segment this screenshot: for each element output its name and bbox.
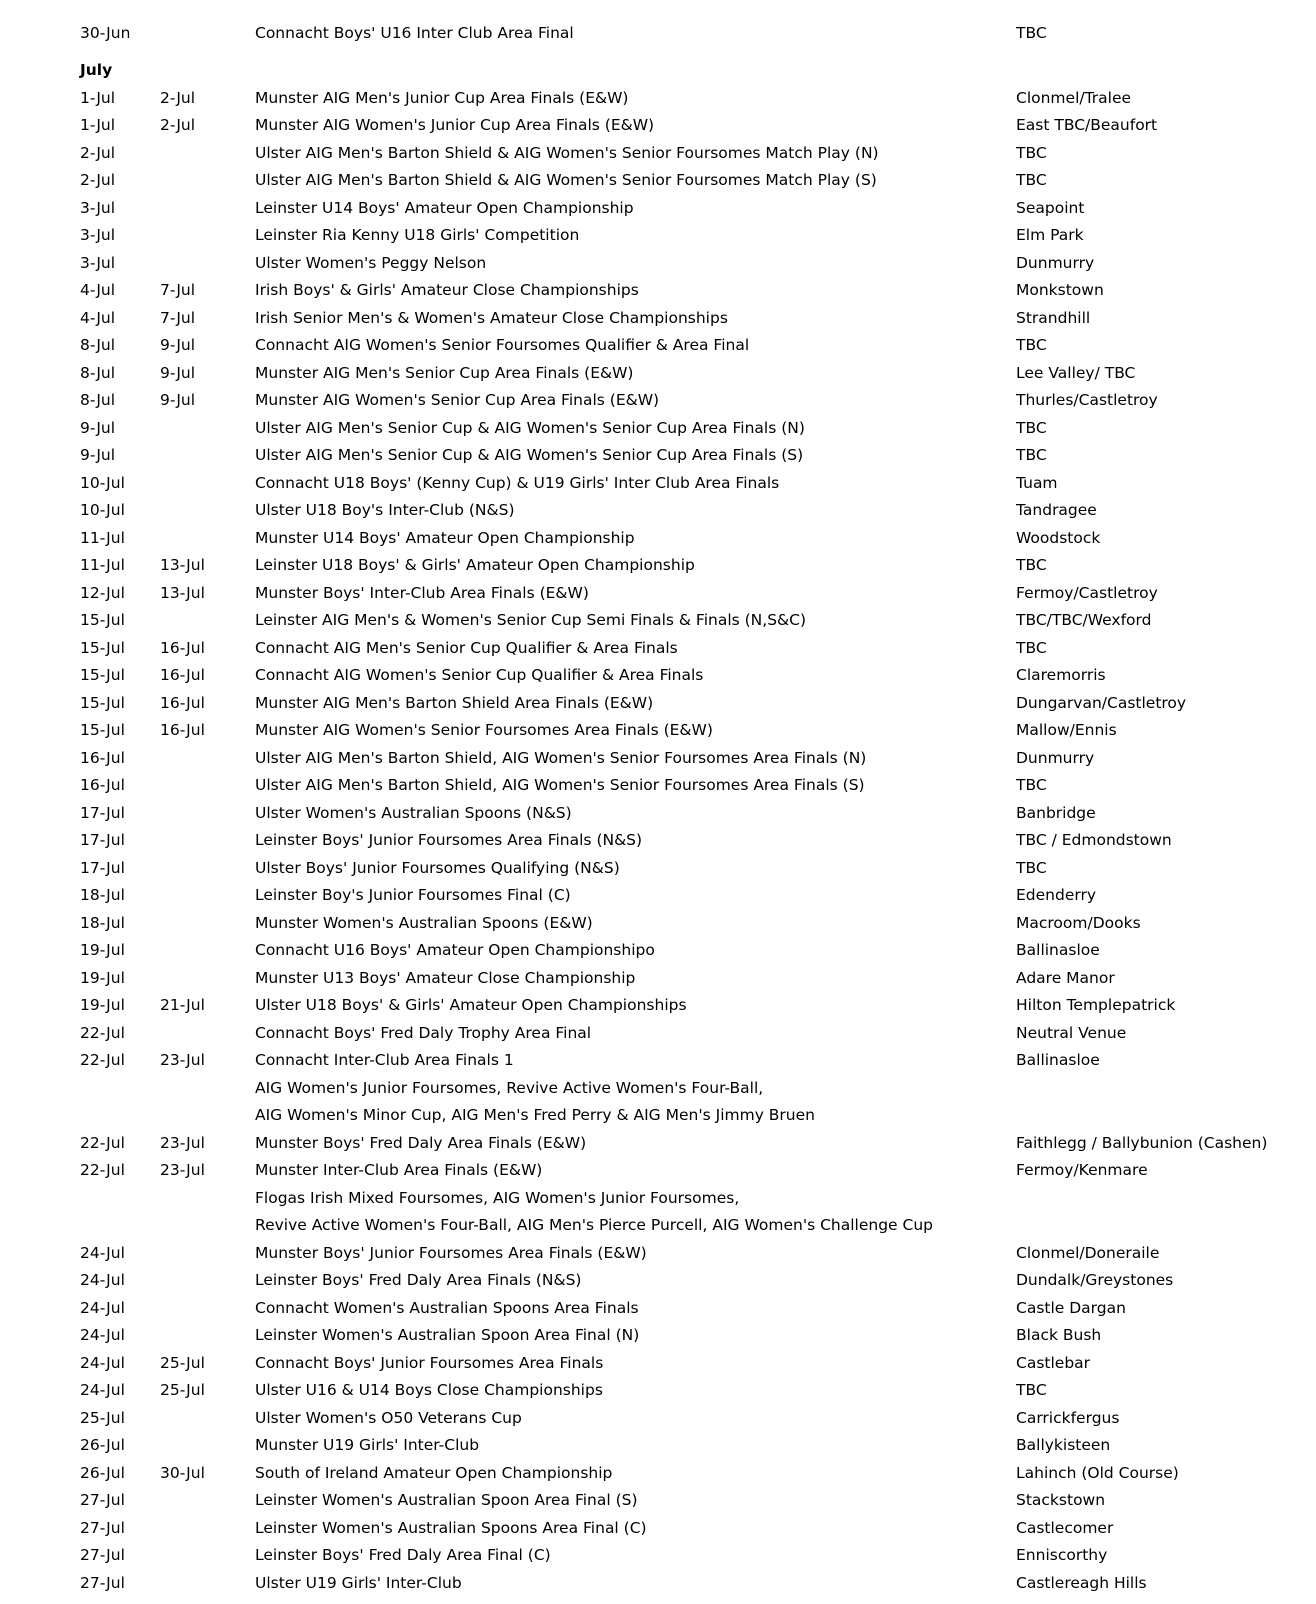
start-date: 11-Jul (80, 556, 125, 575)
end-date: 16-Jul (160, 693, 205, 712)
table-row (0, 1267, 1316, 1295)
venue: Macroom/Dooks (1016, 913, 1141, 932)
table-row (0, 579, 1316, 607)
venue: Lahinch (Old Course) (1016, 1463, 1179, 1482)
table-row (0, 139, 1316, 167)
start-date: 24-Jul (80, 1326, 125, 1345)
start-date: 3-Jul (80, 198, 116, 217)
start-date: 12-Jul (80, 583, 125, 602)
venue: TBC (1016, 336, 1047, 355)
event-name: Ulster AIG Men's Barton Shield, AIG Women's Senior Foursomes Area Finals (N) (255, 748, 867, 767)
venue: Woodstock (1016, 528, 1101, 547)
start-date: 2-Jul (80, 143, 116, 162)
venue: Dungarvan/Castletroy (1016, 693, 1187, 712)
start-date: 27-Jul (80, 1491, 125, 1510)
event-name: Leinster U18 Boys' & Girls' Amateur Open Championship (255, 556, 695, 575)
start-date: 19-Jul (80, 941, 125, 960)
start-date: 3-Jul (80, 226, 116, 245)
event-name: Ulster Women's O50 Veterans Cup (255, 1408, 522, 1427)
table-row (0, 277, 1316, 305)
venue: Carrickfergus (1016, 1408, 1120, 1427)
start-date: 15-Jul (80, 611, 125, 630)
table-row (0, 1459, 1316, 1487)
start-date: 3-Jul (80, 253, 116, 272)
end-date: 25-Jul (160, 1353, 205, 1372)
venue: Elm Park (1016, 226, 1084, 245)
table-row (0, 497, 1316, 525)
table-row (0, 1019, 1316, 1047)
start-date: 22-Jul (80, 1133, 125, 1152)
venue: Fermoy/Castletroy (1016, 583, 1158, 602)
month-header: July (80, 61, 113, 80)
venue: Castle Dargan (1016, 1298, 1126, 1317)
end-date: 16-Jul (160, 666, 205, 685)
start-date: 24-Jul (80, 1381, 125, 1400)
venue: Tandragee (1016, 501, 1097, 520)
month-header-row (0, 57, 1316, 85)
table-row (0, 19, 1316, 47)
event-name: Connacht AIG Women's Senior Foursomes Qualifier & Area Final (255, 336, 750, 355)
start-date: 27-Jul (80, 1518, 125, 1537)
event-name: Ulster U18 Boys' & Girls' Amateur Open Championships (255, 996, 687, 1015)
event-name: Munster AIG Men's Senior Cup Area Finals (E&W) (255, 363, 634, 382)
table-row (0, 689, 1316, 717)
table-row (0, 552, 1316, 580)
event-name: Connacht AIG Men's Senior Cup Qualifier & Area Finals (255, 638, 678, 657)
end-date: 30-Jul (160, 1463, 205, 1482)
table-row (0, 1487, 1316, 1515)
table-row (0, 1239, 1316, 1267)
table-row (0, 634, 1316, 662)
event-name: Munster Boys' Junior Foursomes Area Finals (E&W) (255, 1243, 647, 1262)
venue: Neutral Venue (1016, 1023, 1127, 1042)
event-name: Ulster AIG Men's Barton Shield & AIG Women's Senior Foursomes Match Play (S) (255, 171, 877, 190)
start-date: 4-Jul (80, 308, 116, 327)
venue: Enniscorthy (1016, 1546, 1108, 1565)
start-date: 22-Jul (80, 1051, 125, 1070)
table-row (0, 992, 1316, 1020)
end-date: 7-Jul (160, 281, 196, 300)
table-row (0, 909, 1316, 937)
event-name: Ulster Women's Australian Spoons (N&S) (255, 803, 572, 822)
start-date: 8-Jul (80, 336, 116, 355)
end-date: 9-Jul (160, 363, 196, 382)
event-name: Leinster U14 Boys' Amateur Open Championship (255, 198, 634, 217)
table-row (0, 882, 1316, 910)
venue: Mallow/Ennis (1016, 721, 1117, 740)
table-row (0, 332, 1316, 360)
table-row (0, 1294, 1316, 1322)
table-row (0, 744, 1316, 772)
start-date: 10-Jul (80, 501, 125, 520)
start-date: 15-Jul (80, 638, 125, 657)
venue: Seapoint (1016, 198, 1085, 217)
event-name: Flogas Irish Mixed Foursomes, AIG Women's Junior Foursomes, (255, 1188, 740, 1207)
start-date: 4-Jul (80, 281, 116, 300)
event-name: Connacht U18 Boys' (Kenny Cup) & U19 Girls' Inter Club Area Finals (255, 473, 780, 492)
end-date: 13-Jul (160, 583, 205, 602)
event-name: AIG Women's Minor Cup, AIG Men's Fred Perry & AIG Men's Jimmy Bruen (255, 1106, 815, 1125)
event-name: Connacht U16 Boys' Amateur Open Championshipo (255, 941, 655, 960)
table-row (0, 1349, 1316, 1377)
start-date: 26-Jul (80, 1436, 125, 1455)
venue: Dunmurry (1016, 253, 1095, 272)
table-row (0, 414, 1316, 442)
table-row (0, 222, 1316, 250)
event-name: South of Ireland Amateur Open Championship (255, 1463, 613, 1482)
venue: TBC (1016, 556, 1047, 575)
venue: TBC (1016, 1381, 1047, 1400)
start-date: 26-Jul (80, 1463, 125, 1482)
venue: Black Bush (1016, 1326, 1102, 1345)
event-name: Connacht AIG Women's Senior Cup Qualifier & Area Finals (255, 666, 704, 685)
event-name: Ulster U19 Girls' Inter-Club (255, 1573, 462, 1592)
event-name: Leinster Ria Kenny U18 Girls' Competition (255, 226, 580, 245)
end-date: 23-Jul (160, 1161, 205, 1180)
start-date: 27-Jul (80, 1546, 125, 1565)
start-date: 2-Jul (80, 171, 116, 190)
table-row (0, 469, 1316, 497)
venue: TBC (1016, 776, 1047, 795)
venue: Claremorris (1016, 666, 1106, 685)
event-name: Munster Inter-Club Area Finals (E&W) (255, 1161, 543, 1180)
venue: Castlereagh Hills (1016, 1573, 1147, 1592)
venue: East TBC/Beaufort (1016, 116, 1158, 135)
table-row (0, 772, 1316, 800)
venue: TBC (1016, 143, 1047, 162)
event-name: Leinster Boys' Junior Foursomes Area Finals (N&S) (255, 831, 643, 850)
table-row (0, 717, 1316, 745)
table-row (0, 1404, 1316, 1432)
table-row (0, 1184, 1316, 1212)
event-name: Leinster Women's Australian Spoon Area Final (S) (255, 1491, 638, 1510)
venue: TBC / Edmondstown (1016, 831, 1172, 850)
event-name: Leinster Women's Australian Spoon Area Final (N) (255, 1326, 640, 1345)
start-date: 9-Jul (80, 446, 116, 465)
start-date: 17-Jul (80, 831, 125, 850)
event-name: Leinster Women's Australian Spoons Area Final (C) (255, 1518, 647, 1537)
table-row (0, 387, 1316, 415)
table-row (0, 1157, 1316, 1185)
venue: Clonmel/Tralee (1016, 88, 1132, 107)
table-row (0, 524, 1316, 552)
venue: TBC (1016, 418, 1047, 437)
table-row (0, 112, 1316, 140)
table-row (0, 1129, 1316, 1157)
venue: TBC (1016, 446, 1047, 465)
venue: TBC/TBC/Wexford (1016, 611, 1152, 630)
table-row (0, 1212, 1316, 1240)
table-row (0, 167, 1316, 195)
table-row (0, 964, 1316, 992)
event-name: Munster U13 Boys' Amateur Close Championship (255, 968, 636, 987)
start-date: 17-Jul (80, 858, 125, 877)
event-name: Leinster Boy's Junior Foursomes Final (C) (255, 886, 571, 905)
event-name: Munster Women's Australian Spoons (E&W) (255, 913, 593, 932)
event-name: Munster AIG Women's Senior Foursomes Area Finals (E&W) (255, 721, 713, 740)
table-row (0, 827, 1316, 855)
venue: Castlecomer (1016, 1518, 1114, 1537)
end-date: 23-Jul (160, 1133, 205, 1152)
month-rows (0, 84, 1316, 1597)
table-row (0, 799, 1316, 827)
venue: Banbridge (1016, 803, 1096, 822)
event-name: Connacht Boys' Junior Foursomes Area Finals (255, 1353, 604, 1372)
start-date: 19-Jul (80, 968, 125, 987)
event-name: Munster Boys' Fred Daly Area Finals (E&W) (255, 1133, 587, 1152)
event-name: Connacht Inter-Club Area Finals 1 (255, 1051, 514, 1070)
table-row (0, 1542, 1316, 1570)
start-date: 1-Jul (80, 116, 116, 135)
event-name: Ulster U18 Boy's Inter-Club (N&S) (255, 501, 515, 520)
table-row (0, 249, 1316, 277)
start-date: 15-Jul (80, 721, 125, 740)
venue: TBC (1016, 171, 1047, 190)
event-name: Munster U19 Girls' Inter-Club (255, 1436, 480, 1455)
event-name: Ulster AIG Men's Senior Cup & AIG Women's Senior Cup Area Finals (N) (255, 418, 805, 437)
table-row (0, 1432, 1316, 1460)
venue: TBC (1016, 858, 1047, 877)
table-row (0, 607, 1316, 635)
table-row (0, 359, 1316, 387)
venue: Edenderry (1016, 886, 1097, 905)
table-row (0, 1569, 1316, 1597)
start-date: 24-Jul (80, 1353, 125, 1372)
end-date: 21-Jul (160, 996, 205, 1015)
start-date: 24-Jul (80, 1298, 125, 1317)
event-name: Ulster Women's Peggy Nelson (255, 253, 487, 272)
event-name: Irish Senior Men's & Women's Amateur Close Championships (255, 308, 728, 327)
venue: Stackstown (1016, 1491, 1106, 1510)
table-row (0, 442, 1316, 470)
venue: Lee Valley/ TBC (1016, 363, 1136, 382)
start-date: 1-Jul (80, 88, 116, 107)
event-name: Leinster Boys' Fred Daly Area Final (C) (255, 1546, 551, 1565)
end-date: 7-Jul (160, 308, 196, 327)
venue: Ballykisteen (1016, 1436, 1111, 1455)
start-date: 17-Jul (80, 803, 125, 822)
start-date: 30-Jun (80, 23, 131, 42)
start-date: 9-Jul (80, 418, 116, 437)
end-date: 16-Jul (160, 638, 205, 657)
event-name: Leinster Boys' Fred Daly Area Finals (N&S) (255, 1271, 582, 1290)
start-date: 22-Jul (80, 1023, 125, 1042)
venue: Dunmurry (1016, 748, 1095, 767)
event-name: Munster Boys' Inter-Club Area Finals (E&W) (255, 583, 589, 602)
venue: Dundalk/Greystones (1016, 1271, 1174, 1290)
table-row (0, 1047, 1316, 1075)
venue: Monkstown (1016, 281, 1104, 300)
table-row (0, 1322, 1316, 1350)
start-date: 22-Jul (80, 1161, 125, 1180)
end-date: 2-Jul (160, 88, 196, 107)
event-name: Ulster AIG Men's Barton Shield, AIG Women's Senior Foursomes Area Finals (S) (255, 776, 865, 795)
venue: Tuam (1016, 473, 1058, 492)
start-date: 10-Jul (80, 473, 125, 492)
venue: Ballinasloe (1016, 941, 1100, 960)
venue: TBC (1016, 638, 1047, 657)
event-name: Revive Active Women's Four-Ball, AIG Men's Pierce Purcell, AIG Women's Challenge Cup (255, 1216, 933, 1235)
table-row (0, 662, 1316, 690)
event-name: Munster U14 Boys' Amateur Open Championship (255, 528, 635, 547)
start-date: 8-Jul (80, 363, 116, 382)
venue: Fermoy/Kenmare (1016, 1161, 1148, 1180)
start-date: 24-Jul (80, 1271, 125, 1290)
table-row (0, 854, 1316, 882)
end-date: 2-Jul (160, 116, 196, 135)
table-row (0, 1102, 1316, 1130)
start-date: 27-Jul (80, 1573, 125, 1592)
event-name: AIG Women's Junior Foursomes, Revive Active Women's Four-Ball, (255, 1078, 764, 1097)
event-name: Irish Boys' & Girls' Amateur Close Championships (255, 281, 639, 300)
table-row (0, 194, 1316, 222)
start-date: 18-Jul (80, 886, 125, 905)
event-name: Ulster AIG Men's Senior Cup & AIG Women's Senior Cup Area Finals (S) (255, 446, 804, 465)
event-name: Munster AIG Women's Junior Cup Area Finals (E&W) (255, 116, 655, 135)
start-date: 24-Jul (80, 1243, 125, 1262)
end-date: 9-Jul (160, 336, 196, 355)
event-name: Connacht Boys' Fred Daly Trophy Area Final (255, 1023, 592, 1042)
start-date: 15-Jul (80, 666, 125, 685)
venue: Thurles/Castletroy (1016, 391, 1158, 410)
start-date: 25-Jul (80, 1408, 125, 1427)
start-date: 18-Jul (80, 913, 125, 932)
venue: Hilton Templepatrick (1016, 996, 1176, 1015)
venue: Strandhill (1016, 308, 1091, 327)
table-row (0, 1074, 1316, 1102)
table-row (0, 84, 1316, 112)
venue: TBC (1016, 23, 1047, 42)
start-date: 8-Jul (80, 391, 116, 410)
venue: Castlebar (1016, 1353, 1091, 1372)
venue: Ballinasloe (1016, 1051, 1100, 1070)
event-name: Munster AIG Men's Barton Shield Area Finals (E&W) (255, 693, 654, 712)
event-name: Ulster AIG Men's Barton Shield & AIG Women's Senior Foursomes Match Play (N) (255, 143, 879, 162)
table-row (0, 937, 1316, 965)
event-name: Connacht Boys' U16 Inter Club Area Final (255, 23, 574, 42)
start-date: 11-Jul (80, 528, 125, 547)
pre-month-rows (0, 19, 1316, 47)
start-date: 15-Jul (80, 693, 125, 712)
table-row (0, 304, 1316, 332)
start-date: 16-Jul (80, 748, 125, 767)
venue: Faithlegg / Ballybunion (Cashen) (1016, 1133, 1268, 1152)
end-date: 13-Jul (160, 556, 205, 575)
event-name: Munster AIG Women's Senior Cup Area Finals (E&W) (255, 391, 660, 410)
start-date: 16-Jul (80, 776, 125, 795)
section-gap (0, 47, 1316, 57)
event-name: Ulster Boys' Junior Foursomes Qualifying (N&S) (255, 858, 620, 877)
end-date: 9-Jul (160, 391, 196, 410)
table-row (0, 1377, 1316, 1405)
table-row (0, 1514, 1316, 1542)
end-date: 23-Jul (160, 1051, 205, 1070)
venue: Clonmel/Doneraile (1016, 1243, 1160, 1262)
venue: Adare Manor (1016, 968, 1115, 987)
event-name: Munster AIG Men's Junior Cup Area Finals (E&W) (255, 88, 629, 107)
event-name: Ulster U16 & U14 Boys Close Championships (255, 1381, 603, 1400)
start-date: 19-Jul (80, 996, 125, 1015)
end-date: 25-Jul (160, 1381, 205, 1400)
event-name: Connacht Women's Australian Spoons Area Finals (255, 1298, 639, 1317)
event-name: Leinster AIG Men's & Women's Senior Cup Semi Finals & Finals (N,S&C) (255, 611, 806, 630)
end-date: 16-Jul (160, 721, 205, 740)
